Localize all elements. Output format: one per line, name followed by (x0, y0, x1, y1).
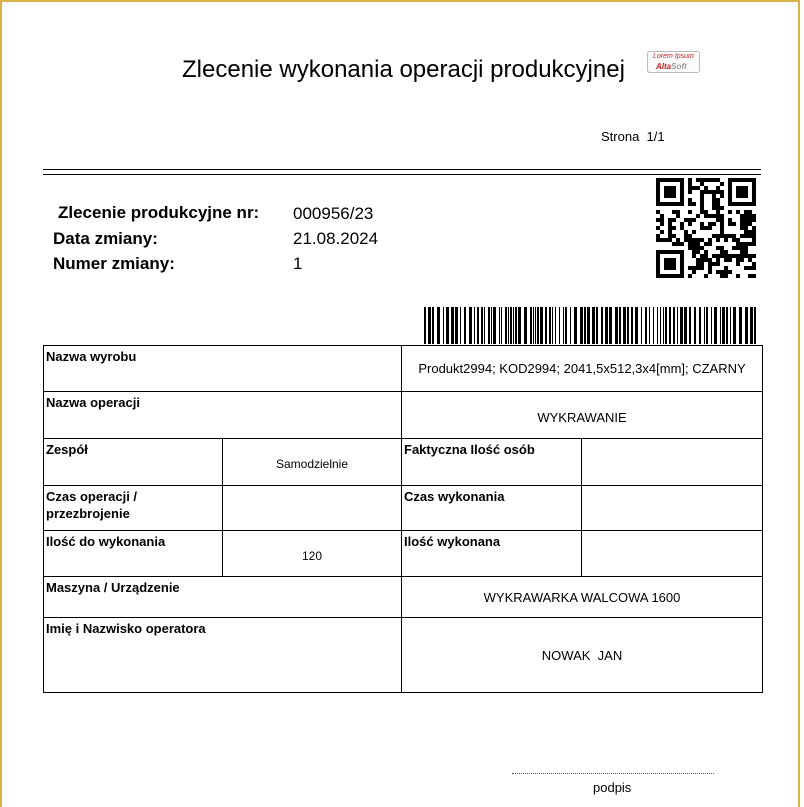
qr-code (656, 178, 756, 278)
signature-label: podpis (593, 780, 632, 795)
team-value-cell (223, 439, 402, 486)
operator-value: NOWAK JAN (541, 647, 623, 663)
shift-date-value: 21.08.2024 (293, 229, 379, 248)
page-number (601, 129, 665, 144)
barcode (424, 307, 756, 344)
operation-name-label: Nazwa operacji (46, 395, 140, 410)
operation-name-label-cell (44, 392, 402, 439)
table-row (44, 577, 763, 618)
operator-label-cell (44, 618, 402, 693)
actual-people-value-cell (582, 439, 763, 486)
team-value: Samodzielnie (275, 457, 349, 471)
product-name-label-cell (44, 346, 402, 392)
operator-label: Imię i Nazwisko operatora (46, 621, 206, 636)
actual-people-label-cell (402, 439, 582, 486)
machine-label-cell (44, 577, 402, 618)
execution-time-label: Czas wykonania (404, 489, 505, 504)
table-row (44, 439, 763, 486)
product-name-value: Produkt2994; KOD2994; 2041,5x512,3x4[mm]; CZARNY (418, 361, 746, 376)
header-divider-bottom (43, 174, 761, 175)
logo-name-part1: Alta (656, 62, 672, 71)
execution-time-value-cell (582, 486, 763, 531)
operation-details-table (43, 345, 763, 693)
company-logo (647, 51, 700, 73)
machine-value: WYKRAWARKA WALCOWA 1600 (483, 589, 681, 605)
qty-to-do-label-cell (44, 531, 223, 577)
logo-name (656, 62, 687, 71)
qty-done-value-cell (582, 531, 763, 577)
table-row (44, 392, 763, 439)
qty-done-label-cell (402, 531, 582, 577)
qty-done-label: Ilość wykonana (404, 534, 501, 549)
logo-name-part2: Soft (671, 62, 687, 71)
signature-line (512, 773, 714, 774)
logo-top-text: Lorem Ipsum (653, 53, 694, 60)
table-row (44, 346, 763, 392)
machine-label: Maszyna / Urządzenie (46, 580, 180, 595)
table-row (44, 618, 763, 693)
execution-time-label-cell (402, 486, 582, 531)
qty-to-do-label: Ilość do wykonania (46, 534, 166, 549)
page-value: 1/1 (646, 129, 665, 144)
order-number-label: Zlecenie produkcyjne nr: (58, 203, 260, 222)
shift-number-value: 1 (293, 254, 303, 273)
header-divider-top (43, 169, 761, 170)
table-row (44, 486, 763, 531)
qty-to-do-value-cell (223, 531, 402, 577)
shift-number-label: Numer zmiany: (53, 254, 175, 273)
table-row (44, 531, 763, 577)
operator-value-cell (402, 618, 763, 693)
operation-time-label-cell (44, 486, 223, 531)
product-name-label: Nazwa wyrobu (46, 349, 137, 364)
order-number-value: 000956/23 (293, 204, 374, 223)
document-title: Zlecenie wykonania operacji produkcyjnej (182, 56, 625, 83)
operation-name-value: WYKRAWANIE (537, 409, 627, 425)
operation-time-label: Czas operacji / przezbrojenie (46, 489, 138, 521)
operation-time-value-cell (223, 486, 402, 531)
actual-people-label: Faktyczna Ilość osób (404, 442, 535, 457)
operation-name-value-cell (402, 392, 763, 439)
page-label: Strona (601, 129, 640, 144)
team-label-cell (44, 439, 223, 486)
team-label: Zespół (46, 442, 88, 457)
shift-date-label: Data zmiany: (53, 229, 158, 248)
product-name-value-cell (402, 346, 763, 392)
machine-value-cell (402, 577, 763, 618)
qty-to-do-value: 120 (301, 548, 323, 563)
